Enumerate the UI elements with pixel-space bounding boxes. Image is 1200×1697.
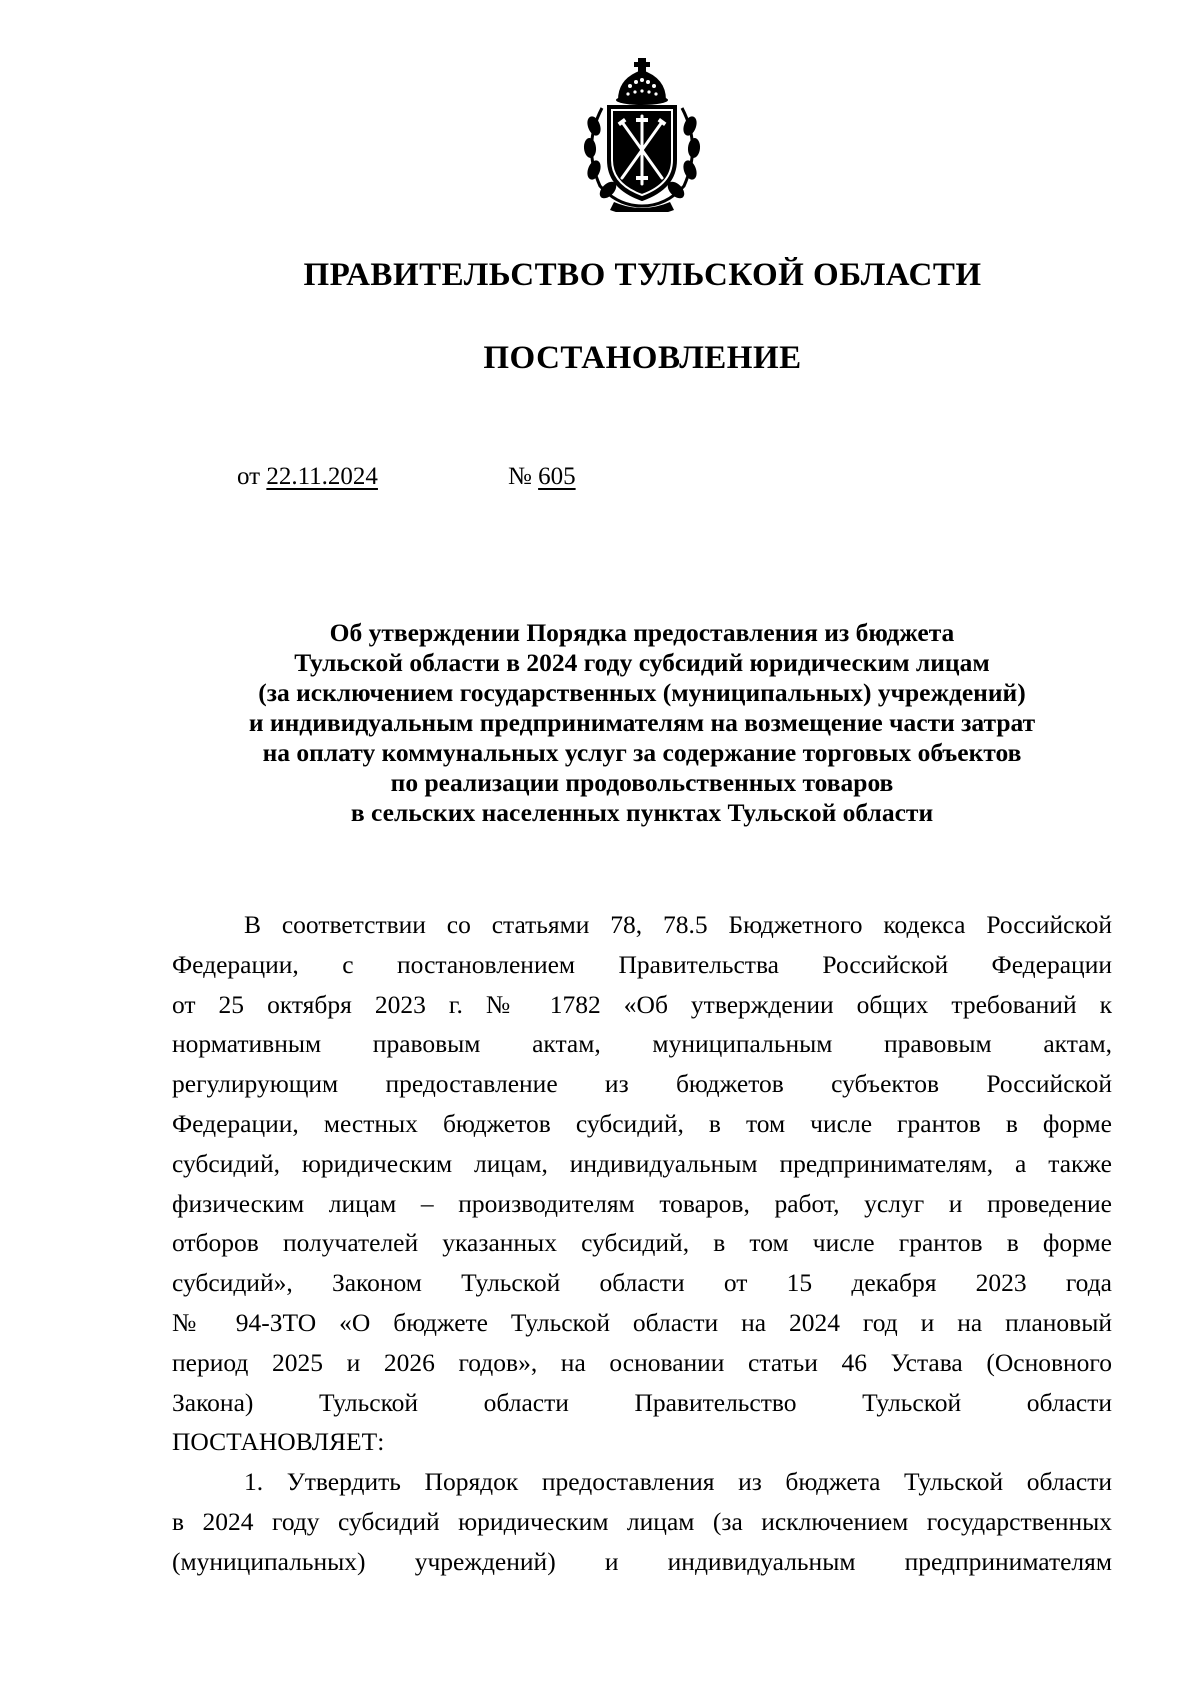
- subject-line: в сельских населенных пунктах Тульской области: [350, 798, 934, 827]
- body-line: В соответствии со статьями 78, 78.5 Бюджетного кодекса Российской: [244, 910, 1112, 939]
- preamble-paragraph: [172, 905, 1112, 1462]
- body-line: субсидий, юридическим лицам, индивидуальным предпринимателям, а также: [172, 1148, 1112, 1178]
- document-body: [172, 905, 1112, 1582]
- body-line: Федерации, местных бюджетов субсидий, в том числе грантов в форме: [172, 1108, 1112, 1138]
- body-line: № 94-ЗТО «О бюджете Тульской области на 2024 год и на плановый: [172, 1307, 1112, 1337]
- date-prefix: от: [237, 463, 261, 490]
- body-line: период 2025 и 2026 годов», на основании статьи 46 Устава (Основного: [172, 1347, 1112, 1377]
- subject-line: на оплату коммунальных услуг за содержание торговых объектов: [262, 738, 1022, 767]
- document-date: [237, 463, 378, 491]
- body-line: физическим лицам – производителям товаров, работ, услуг и проведение: [172, 1188, 1112, 1218]
- subject-line: Об утверждении Порядка предоставления из бюджета: [329, 618, 955, 647]
- number-value: 605: [538, 463, 576, 490]
- body-line: от 25 октября 2023 г. № 1782 «Об утверждении общих требований к: [172, 989, 1112, 1019]
- body-line: Закона) Тульской области Правительство Тульской области: [172, 1387, 1112, 1417]
- subject-line: и индивидуальным предпринимателям на возмещение части затрат: [248, 708, 1036, 737]
- coat-of-arms-icon: [578, 56, 706, 212]
- body-line: (муниципальных) учреждений) и индивидуальным предпринимателям: [172, 1546, 1112, 1576]
- body-line: в 2024 году субсидий юридическим лицам (за исключением государственных: [172, 1506, 1112, 1536]
- subject-line: (за исключением государственных (муниципальных) учреждений): [258, 678, 1026, 707]
- date-value: 22.11.2024: [266, 463, 378, 490]
- government-title: ПРАВИТЕЛЬСТВО ТУЛЬСКОЙ ОБЛАСТИ: [303, 257, 982, 293]
- subject-line: Тульской области в 2024 году субсидий юридическим лицам: [294, 648, 990, 677]
- body-line: 1. Утвердить Порядок предоставления из бюджета Тульской области: [244, 1467, 1112, 1497]
- body-line: ПОСТАНОВЛЯЕТ:: [172, 1427, 385, 1457]
- body-line: Федерации, с постановлением Правительства Российской Федерации: [172, 949, 1112, 979]
- body-line: нормативным правовым актам, муниципальным правовым актам,: [172, 1029, 1112, 1059]
- subject-line: по реализации продовольственных товаров: [390, 768, 894, 797]
- body-line: отборов получателей указанных субсидий, в том числе грантов в форме: [172, 1228, 1112, 1258]
- document-subject: [190, 618, 1094, 828]
- number-prefix: №: [508, 463, 532, 490]
- document-type: ПОСТАНОВЛЕНИЕ: [483, 340, 802, 376]
- body-line: регулирующим предоставление из бюджетов субъектов Российской: [172, 1069, 1112, 1099]
- clause-1-paragraph: [172, 1462, 1112, 1581]
- body-line: субсидий», Законом Тульской области от 15 декабря 2023 года: [172, 1268, 1112, 1298]
- document-number: [508, 463, 576, 491]
